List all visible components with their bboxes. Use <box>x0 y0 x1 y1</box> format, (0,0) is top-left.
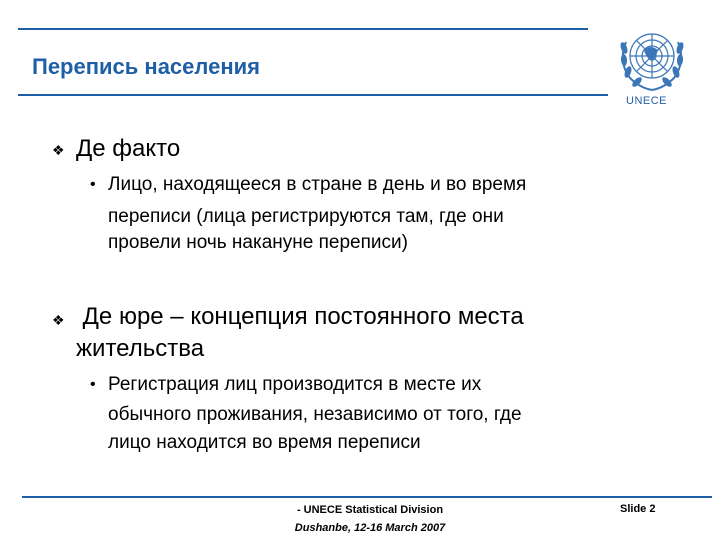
un-emblem-icon <box>604 12 700 108</box>
item-heading: Де факто <box>76 135 181 162</box>
title-underline <box>18 94 608 96</box>
diamond-bullet-icon: ❖ <box>52 312 65 328</box>
slide-number: Slide 2 <box>620 503 656 515</box>
item-heading: жительства <box>76 335 205 362</box>
item-text-line: лицо находится во время переписи <box>108 432 421 453</box>
item-text-line: Регистрация лиц производится в месте их <box>108 374 482 395</box>
footer-event: Dushanbe, 12-16 March 2007 <box>294 522 446 534</box>
bullet-dot-icon: • <box>90 176 96 193</box>
footer-rule <box>22 496 712 498</box>
item-heading: Де юре – концепция постоянного места <box>76 303 524 330</box>
bullet-dot-icon: • <box>90 376 96 393</box>
item-text-line: провели ночь накануне переписи) <box>108 232 408 253</box>
slide-title: Перепись населения <box>32 54 260 79</box>
logo-label: UNECE <box>626 95 668 107</box>
item-text-line: Лицо, находящееся в стране в день и во время <box>108 174 527 195</box>
footer-org: - UNECE Statistical Division <box>296 504 444 516</box>
item-text-line: переписи (лица регистрируются там, где они <box>108 206 504 227</box>
footer-info <box>270 501 470 537</box>
item-text-line: обычного проживания, независимо от того, где <box>108 404 522 425</box>
diamond-bullet-icon: ❖ <box>52 142 65 158</box>
top-rule <box>18 28 588 30</box>
